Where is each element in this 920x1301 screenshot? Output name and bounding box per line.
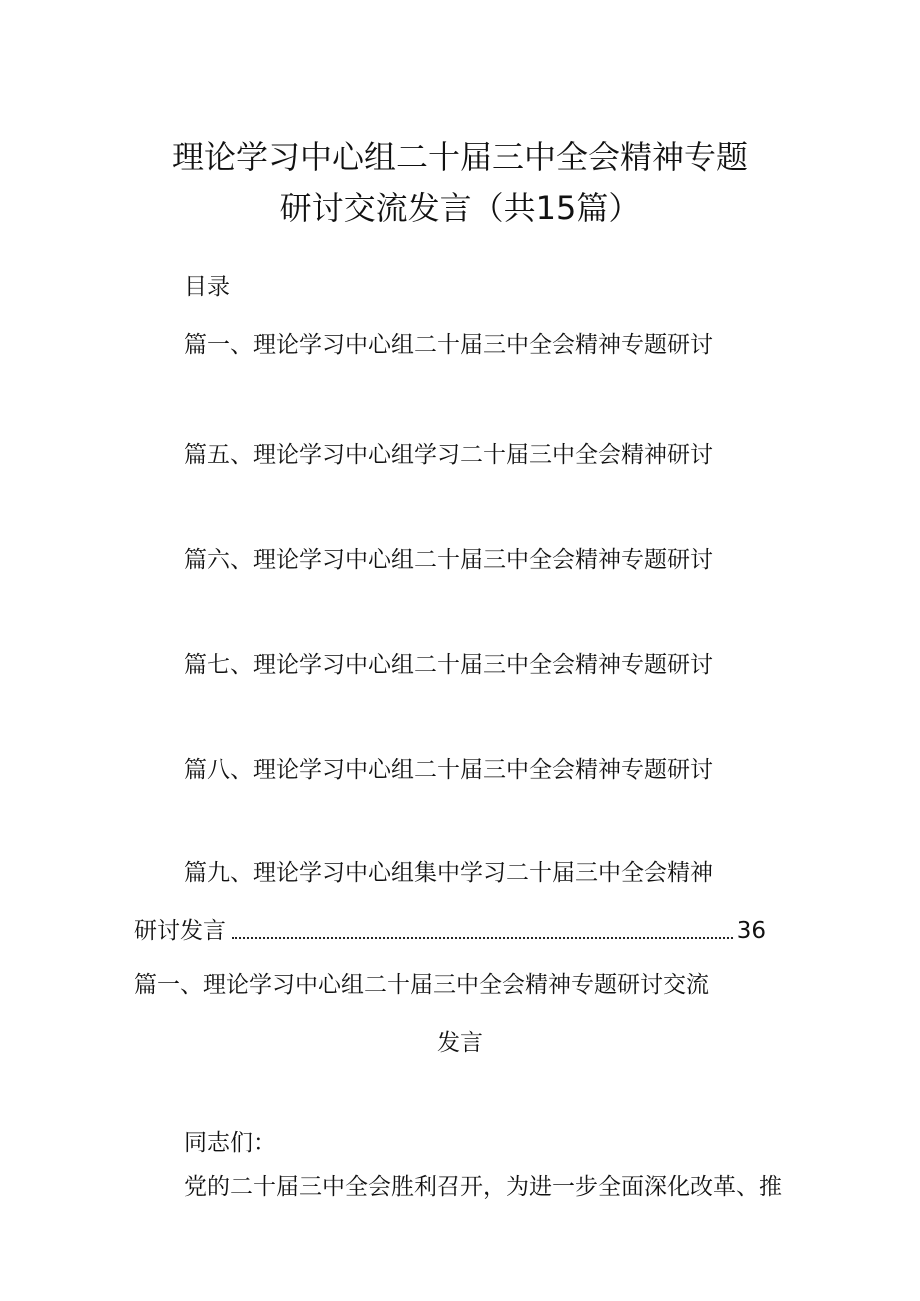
toc-item[interactable]: 篇九、理论学习中心组集中学习二十届三中全会精神	[184, 860, 713, 886]
toc-item[interactable]: 篇五、理论学习中心组学习二十届三中全会精神研讨	[184, 442, 713, 468]
section-heading-line-1: 篇一、理论学习中心组二十届三中全会精神专题研讨交流	[134, 972, 709, 998]
toc-page-number: 36	[736, 918, 766, 944]
toc-item[interactable]: 篇七、理论学习中心组二十届三中全会精神专题研讨	[184, 652, 713, 678]
section-heading-line-2: 发言	[437, 1030, 483, 1056]
section-greeting: 同志们：	[184, 1130, 276, 1156]
toc-continuation-text: 研讨发言	[134, 918, 226, 944]
toc-dot-leader	[232, 937, 733, 939]
document-title-line-1: 理论学习中心组二十届三中全会精神专题	[171, 138, 748, 176]
document-title-line-2: 研讨交流发言（共15篇）	[279, 189, 641, 227]
toc-item[interactable]: 篇一、理论学习中心组二十届三中全会精神专题研讨	[184, 332, 713, 358]
toc-item[interactable]: 篇六、理论学习中心组二十届三中全会精神专题研讨	[184, 547, 713, 573]
toc-label: 目录	[184, 274, 230, 300]
toc-item[interactable]: 篇八、理论学习中心组二十届三中全会精神专题研讨	[184, 757, 713, 783]
body-paragraph: 党的二十届三中全会胜利召开，为进一步全面深化改革、推	[184, 1174, 782, 1200]
toc-item-continuation[interactable]	[134, 916, 766, 946]
